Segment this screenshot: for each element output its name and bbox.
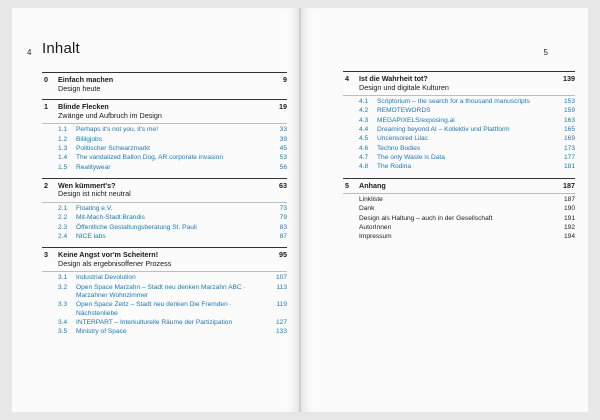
chapter-number: 3 (44, 250, 48, 260)
section-page: 87 (279, 232, 287, 240)
toc-section[interactable] (42, 205, 287, 213)
section-page: 83 (279, 223, 287, 231)
section-number: 1.5 (58, 163, 68, 171)
section-page: 45 (279, 144, 287, 152)
left-page (12, 8, 299, 412)
section-title: Dreaming beyond AI – Kollektiv und Plattform (377, 126, 510, 134)
section-title: The only Waste is Data (377, 153, 445, 161)
toc-section[interactable] (42, 328, 287, 336)
page-number-left: 4 (27, 48, 32, 57)
chapter-title: Wen kümmert's? (58, 180, 116, 190)
chapter-page: 95 (279, 250, 287, 260)
section-title: Techno Bodies (377, 144, 421, 152)
section-number: 2.4 (58, 232, 68, 240)
section-title: Open Space Marzahn – Stadt neu denken Marzahn ABC · Marzahner Wohnzimmer (76, 283, 246, 300)
appendix-page: 191 (563, 214, 575, 222)
chapter-number: 2 (44, 180, 48, 190)
toc-left (42, 72, 287, 343)
toc-section[interactable] (343, 145, 575, 153)
chapter-title: Keine Angst vor'm Scheitern! (58, 250, 159, 260)
chapter-title: Anhang (359, 180, 386, 190)
toc-section[interactable] (42, 233, 287, 241)
appendix-page: 194 (563, 233, 575, 241)
chapter-title: Ist die Wahrheit tot? (359, 74, 428, 83)
toc-section[interactable] (42, 154, 287, 162)
section-number: 2.2 (58, 214, 68, 222)
section-title: REMOTEWORDS (377, 107, 431, 115)
page-title: Inhalt (42, 40, 80, 57)
section-number: 4.2 (359, 107, 369, 115)
appendix-item[interactable] (343, 196, 575, 204)
chapter-heading (42, 72, 287, 93)
toc-chapter[interactable] (42, 99, 287, 172)
toc-chapter[interactable] (343, 178, 575, 242)
toc-section[interactable] (343, 135, 575, 143)
toc-section[interactable] (343, 154, 575, 162)
chapter-page: 19 (279, 102, 287, 112)
chapter-heading (42, 178, 287, 199)
appendix-page: 190 (563, 205, 575, 213)
page-number-right: 5 (543, 48, 548, 57)
section-list (42, 123, 287, 171)
chapter-heading (343, 178, 575, 191)
chapter-page: 9 (283, 75, 287, 84)
section-page: 39 (279, 135, 287, 143)
toc-section[interactable] (343, 126, 575, 134)
chapter-subtitle: Design ist nicht neutral (58, 189, 131, 199)
appendix-title: Design als Haltung – auch in der Gesellschaft (359, 214, 493, 222)
appendix-list (343, 193, 575, 241)
section-number: 3.5 (58, 328, 68, 336)
toc-section[interactable] (42, 301, 287, 318)
section-title: Öffentliche Gestaltungsberatung St. Pauli (76, 223, 197, 231)
section-page: 173 (563, 144, 575, 152)
section-title: Industrial Devolution (76, 274, 136, 282)
section-page: 153 (563, 98, 575, 106)
chapter-title: Einfach machen (58, 75, 114, 84)
toc-section[interactable] (42, 145, 287, 153)
toc-section[interactable] (343, 117, 575, 125)
toc-section[interactable] (42, 164, 287, 172)
appendix-item[interactable] (343, 224, 575, 232)
appendix-page: 192 (563, 224, 575, 232)
toc-section[interactable] (42, 319, 287, 327)
section-page: 127 (275, 318, 287, 326)
section-title: INTERPART – Interkulturelle Räume der Partizipation (76, 318, 233, 326)
section-title: NICE labs (76, 232, 106, 240)
chapter-heading (343, 71, 575, 92)
appendix-title: Dank (359, 205, 375, 213)
section-title: MEGAPIXELS/exposing.ai (377, 116, 455, 124)
section-page: 165 (563, 126, 575, 134)
section-number: 4.6 (359, 144, 369, 152)
chapter-page: 139 (563, 74, 575, 83)
section-page: 56 (279, 163, 287, 171)
chapter-subtitle: Design heute (58, 83, 101, 93)
chapter-number: 4 (345, 74, 349, 83)
section-page: 169 (563, 135, 575, 143)
section-list (343, 95, 575, 171)
appendix-title: Linkliste (359, 196, 383, 204)
section-number: 3.1 (58, 274, 68, 282)
section-number: 1.2 (58, 135, 68, 143)
section-number: 3.2 (58, 283, 68, 291)
section-number: 1.1 (58, 126, 68, 134)
chapter-page: 63 (279, 180, 287, 190)
section-number: 4.1 (359, 98, 369, 106)
section-number: 3.3 (58, 301, 68, 309)
appendix-title: AutorInnen (359, 224, 392, 232)
toc-chapter[interactable] (42, 72, 287, 93)
section-page: 163 (563, 116, 575, 124)
section-title: Scriptorium – the search for a thousand manuscripts (377, 98, 530, 106)
section-number: 4.3 (359, 116, 369, 124)
toc-section[interactable] (42, 136, 287, 144)
section-title: Open Space Zeltz – Stadt neu denken Die Fremden · Nächstenliebe (76, 301, 232, 317)
section-page: 73 (279, 205, 287, 213)
chapter-number: 1 (44, 102, 48, 112)
section-page: 79 (279, 214, 287, 222)
section-page: 159 (563, 107, 575, 115)
appendix-item[interactable] (343, 215, 575, 223)
section-title: Realitywear (76, 163, 111, 171)
toc-section[interactable] (42, 274, 287, 282)
section-number: 4.4 (359, 126, 369, 134)
toc-section[interactable] (343, 163, 575, 171)
appendix-item[interactable] (343, 205, 575, 213)
toc-right (343, 71, 575, 248)
section-title: Floating e.V. (76, 205, 113, 213)
toc-chapter[interactable] (42, 247, 287, 336)
toc-section[interactable] (42, 224, 287, 232)
section-list (42, 271, 287, 336)
chapter-subtitle: Design als ergebnisoffener Prozess (58, 258, 172, 268)
right-page (301, 8, 588, 412)
section-title: Mit-Mach-Stadt Brandis (76, 214, 145, 222)
chapter-title: Blinde Flecken (58, 102, 109, 112)
section-number: 2.1 (58, 205, 68, 213)
section-number: 1.4 (58, 154, 68, 162)
chapter-number: 0 (44, 75, 48, 84)
section-page: 181 (563, 163, 575, 171)
toc-section[interactable] (343, 98, 575, 106)
section-page: 119 (276, 301, 287, 309)
chapter-subtitle: Zwänge und Aufbruch im Design (58, 110, 162, 120)
section-number: 4.8 (359, 163, 369, 171)
section-page: 33 (279, 126, 287, 134)
section-title: Politischer Schwarzmarkt (76, 144, 151, 152)
section-title: The Rodina (377, 163, 412, 171)
section-page: 133 (275, 328, 287, 336)
section-title: Billigjobs (76, 135, 103, 143)
section-page: 107 (275, 274, 287, 282)
toc-chapter[interactable] (42, 178, 287, 241)
section-page: 177 (563, 153, 575, 161)
appendix-title: Impressum (359, 233, 392, 241)
section-number: 4.7 (359, 153, 369, 161)
section-page: 53 (279, 154, 287, 162)
open-book (12, 8, 588, 412)
toc-section[interactable] (343, 107, 575, 115)
chapter-page: 187 (563, 180, 575, 190)
toc-section[interactable] (42, 126, 287, 134)
section-number: 1.3 (58, 144, 68, 152)
chapter-heading (42, 99, 287, 120)
appendix-page: 187 (563, 196, 575, 204)
section-title: The vandalized Ballon Dog, AR corporate invasion (76, 154, 223, 162)
section-number: 3.4 (58, 318, 68, 326)
section-title: Perhaps it's not you, it's me! (76, 126, 159, 134)
chapter-subtitle: Design und digitale Kulturen (359, 82, 449, 92)
toc-chapter[interactable] (343, 71, 575, 172)
section-title: Ministry of Space (76, 328, 127, 336)
toc-section[interactable] (42, 214, 287, 222)
appendix-item[interactable] (343, 233, 575, 241)
section-page: 113 (276, 283, 287, 291)
section-list (42, 202, 287, 241)
chapter-heading (42, 247, 287, 268)
section-number: 4.5 (359, 135, 369, 143)
section-number: 2.3 (58, 223, 68, 231)
chapter-number: 5 (345, 180, 349, 190)
section-title: Uncensored Lilac (377, 135, 428, 143)
toc-section[interactable] (42, 284, 287, 301)
